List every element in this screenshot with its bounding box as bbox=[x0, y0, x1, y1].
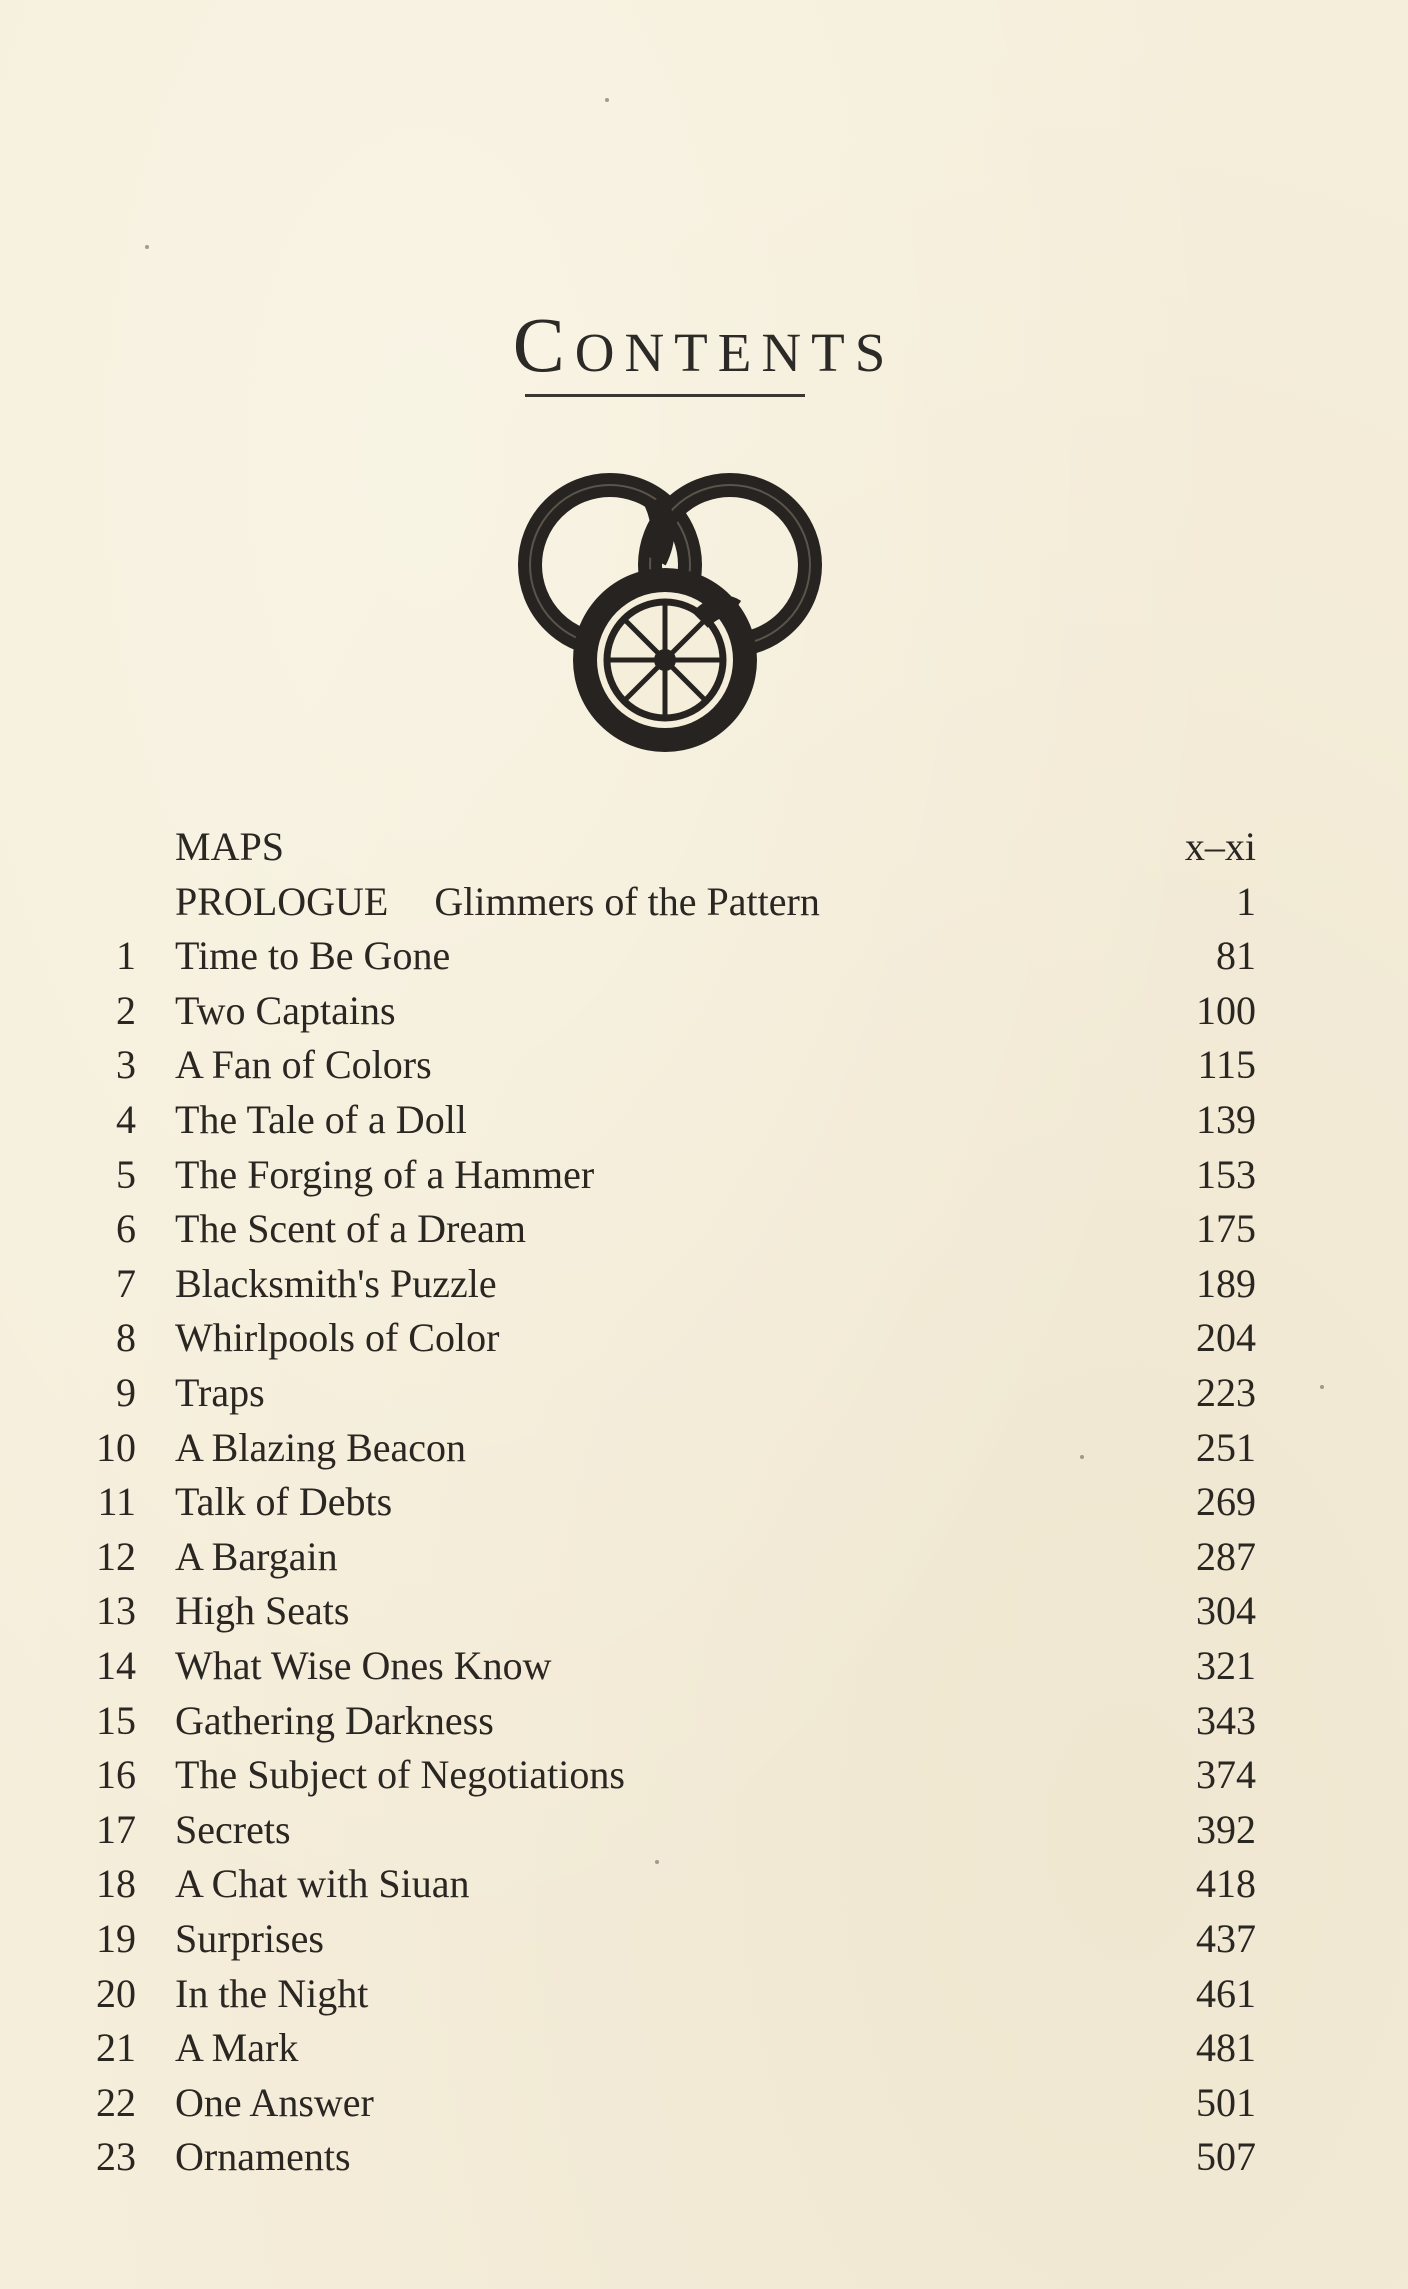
chapter-number: 7 bbox=[116, 1261, 136, 1306]
chapter-title-text: Surprises bbox=[175, 1916, 324, 1961]
chapter-title-text: Secrets bbox=[175, 1807, 291, 1852]
page-number: x–xi bbox=[1184, 824, 1256, 869]
chapter-title-text: Whirlpools of Color bbox=[175, 1315, 500, 1360]
paper-speck bbox=[1080, 1455, 1084, 1459]
toc-entry bbox=[0, 1912, 1408, 1966]
paper-speck bbox=[605, 98, 609, 102]
chapter-title bbox=[175, 1475, 392, 1529]
paper-speck bbox=[1320, 1385, 1324, 1389]
chapter-title-text: Time to Be Gone bbox=[175, 933, 451, 978]
page-number: 343 bbox=[1196, 1698, 1256, 1743]
chapter-title-text: Ornaments bbox=[175, 2134, 351, 2179]
chapter-title bbox=[175, 2021, 298, 2075]
page-title: Contents bbox=[512, 301, 896, 388]
chapter-title bbox=[175, 1584, 349, 1638]
chapter-title bbox=[175, 929, 450, 983]
toc-entry bbox=[0, 1857, 1408, 1911]
chapter-title bbox=[175, 984, 396, 1038]
page-number: 461 bbox=[1196, 1971, 1256, 2016]
chapter-title-text: Blacksmith's Puzzle bbox=[175, 1261, 497, 1306]
toc-entry bbox=[0, 1694, 1408, 1748]
title-underline bbox=[525, 394, 805, 397]
chapter-subtitle: Glimmers of the Pattern bbox=[434, 879, 820, 924]
page-number: 304 bbox=[1196, 1588, 1256, 1633]
page-number: 269 bbox=[1196, 1479, 1256, 1524]
page-number: 153 bbox=[1196, 1152, 1256, 1197]
page-number: 115 bbox=[1197, 1042, 1256, 1087]
toc-entry bbox=[0, 1366, 1408, 1420]
page-number: 481 bbox=[1196, 2025, 1256, 2070]
toc-entry bbox=[0, 1530, 1408, 1584]
chapter-title bbox=[175, 1803, 291, 1857]
chapter-title bbox=[175, 1421, 466, 1475]
chapter-title-text: PROLOGUE bbox=[175, 879, 389, 924]
chapter-number: 2 bbox=[116, 988, 136, 1033]
page-number: 175 bbox=[1196, 1206, 1256, 1251]
chapter-number: 10 bbox=[96, 1425, 136, 1470]
wheel-and-serpent-rings-icon bbox=[505, 460, 825, 780]
toc-entry bbox=[0, 1639, 1408, 1693]
chapter-title bbox=[175, 1038, 432, 1092]
toc-entry bbox=[0, 1475, 1408, 1529]
toc-entry bbox=[0, 984, 1408, 1038]
chapter-title-text: A Fan of Colors bbox=[175, 1042, 432, 1087]
toc-entry bbox=[0, 1748, 1408, 1802]
page-number: 81 bbox=[1216, 933, 1256, 978]
chapter-title-text: A Bargain bbox=[175, 1534, 338, 1579]
chapter-title bbox=[175, 1366, 265, 1420]
page-number: 418 bbox=[1196, 1861, 1256, 1906]
chapter-number: 6 bbox=[116, 1206, 136, 1251]
chapter-title-text: High Seats bbox=[175, 1588, 350, 1633]
chapter-number: 17 bbox=[96, 1807, 136, 1852]
chapter-title bbox=[175, 1093, 467, 1147]
chapter-title bbox=[175, 1530, 338, 1584]
chapter-number: 15 bbox=[96, 1698, 136, 1743]
toc-entry bbox=[0, 1311, 1408, 1365]
chapter-title-text: Gathering Darkness bbox=[175, 1698, 494, 1743]
page-number: 204 bbox=[1196, 1315, 1256, 1360]
toc-entry bbox=[0, 2021, 1408, 2075]
chapter-title-text: One Answer bbox=[175, 2080, 374, 2125]
page-number: 501 bbox=[1196, 2080, 1256, 2125]
chapter-number: 11 bbox=[97, 1479, 136, 1524]
toc-entry bbox=[0, 2130, 1408, 2184]
chapter-number: 5 bbox=[116, 1152, 136, 1197]
page-number: 189 bbox=[1196, 1261, 1256, 1306]
chapter-title bbox=[175, 1148, 594, 1202]
page-number: 251 bbox=[1196, 1425, 1256, 1470]
chapter-number: 14 bbox=[96, 1643, 136, 1688]
chapter-number: 16 bbox=[96, 1752, 136, 1797]
chapter-title bbox=[175, 1257, 497, 1311]
page-number: 507 bbox=[1196, 2134, 1256, 2179]
chapter-number: 3 bbox=[116, 1042, 136, 1087]
toc-entry bbox=[0, 1093, 1408, 1147]
page-number: 437 bbox=[1196, 1916, 1256, 1961]
chapter-number: 19 bbox=[96, 1916, 136, 1961]
toc-entry bbox=[0, 875, 1408, 929]
paper-speck bbox=[145, 245, 149, 249]
chapter-number: 12 bbox=[96, 1534, 136, 1579]
toc-entry bbox=[0, 929, 1408, 983]
toc-entry bbox=[0, 2076, 1408, 2130]
chapter-title bbox=[175, 1748, 625, 1802]
toc-entry bbox=[0, 1257, 1408, 1311]
toc-entry bbox=[0, 1148, 1408, 1202]
toc-entry bbox=[0, 1202, 1408, 1256]
chapter-title-text: What Wise Ones Know bbox=[175, 1643, 552, 1688]
chapter-title bbox=[175, 2076, 374, 2130]
chapter-title bbox=[175, 1311, 499, 1365]
chapter-title-text: MAPS bbox=[175, 824, 284, 869]
chapter-number: 18 bbox=[96, 1861, 136, 1906]
page-number: 287 bbox=[1196, 1534, 1256, 1579]
chapter-title bbox=[175, 875, 820, 929]
chapter-title bbox=[175, 1639, 551, 1693]
chapter-title-text: The Forging of a Hammer bbox=[175, 1152, 595, 1197]
chapter-number: 1 bbox=[116, 933, 136, 978]
page-number: 100 bbox=[1196, 988, 1256, 1033]
page-number: 392 bbox=[1196, 1807, 1256, 1852]
chapter-number: 22 bbox=[96, 2080, 136, 2125]
toc-entry bbox=[0, 820, 1408, 874]
chapter-number: 4 bbox=[116, 1097, 136, 1142]
chapter-title bbox=[175, 1967, 368, 2021]
chapter-number: 21 bbox=[96, 2025, 136, 2070]
chapter-title-text: A Chat with Siuan bbox=[175, 1861, 470, 1906]
chapter-number: 23 bbox=[96, 2134, 136, 2179]
page-number: 139 bbox=[1196, 1097, 1256, 1142]
chapter-title bbox=[175, 1694, 494, 1748]
chapter-title-text: Traps bbox=[175, 1370, 265, 1415]
chapter-title bbox=[175, 820, 284, 874]
chapter-number: 8 bbox=[116, 1315, 136, 1360]
chapter-title-text: The Tale of a Doll bbox=[175, 1097, 467, 1142]
page-number: 374 bbox=[1196, 1752, 1256, 1797]
chapter-title bbox=[175, 1912, 324, 1966]
page-number: 321 bbox=[1196, 1643, 1256, 1688]
chapter-number: 9 bbox=[116, 1370, 136, 1415]
chapter-title-text: The Subject of Negotiations bbox=[175, 1752, 625, 1797]
chapter-title-text: The Scent of a Dream bbox=[175, 1206, 526, 1251]
chapter-number: 13 bbox=[96, 1588, 136, 1633]
chapter-title-text: In the Night bbox=[175, 1971, 369, 2016]
toc-entry bbox=[0, 1421, 1408, 1475]
chapter-title-text: Two Captains bbox=[175, 988, 396, 1033]
chapter-title bbox=[175, 2130, 351, 2184]
chapter-title-text: A Mark bbox=[175, 2025, 299, 2070]
page-number: 223 bbox=[1196, 1370, 1256, 1415]
chapter-title-text: Talk of Debts bbox=[175, 1479, 393, 1524]
toc-entry bbox=[0, 1803, 1408, 1857]
toc-entry bbox=[0, 1584, 1408, 1638]
chapter-title bbox=[175, 1857, 469, 1911]
page-number: 1 bbox=[1236, 879, 1256, 924]
chapter-number: 20 bbox=[96, 1971, 136, 2016]
toc-entry bbox=[0, 1967, 1408, 2021]
chapter-title bbox=[175, 1202, 526, 1256]
paper-speck bbox=[655, 1860, 659, 1864]
toc-entry bbox=[0, 1038, 1408, 1092]
chapter-title-text: A Blazing Beacon bbox=[175, 1425, 467, 1470]
